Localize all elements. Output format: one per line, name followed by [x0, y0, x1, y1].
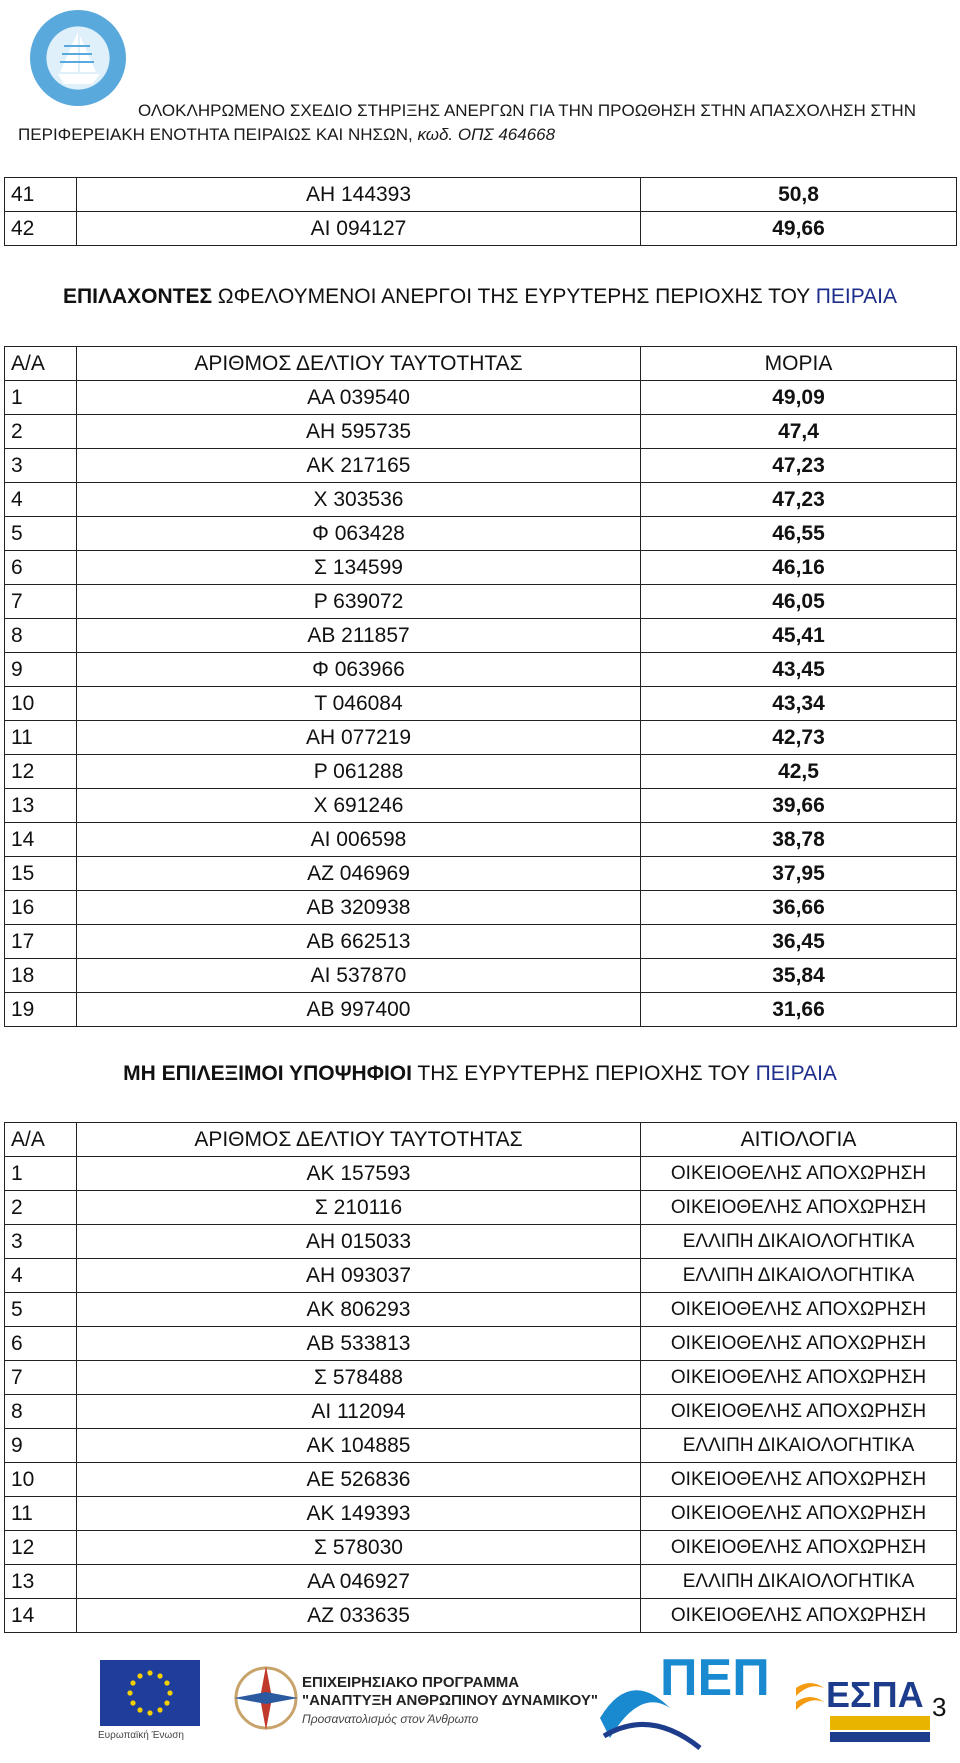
id-number: ΑΒ 533813	[77, 1327, 641, 1361]
score: 39,66	[641, 789, 957, 823]
row-number: 18	[5, 959, 77, 993]
table-header-row	[5, 347, 957, 381]
table-row	[5, 1599, 957, 1633]
operational-program-line1: ΕΠΙΧΕΙΡΗΣΙΑΚΟ ΠΡΟΓΡΑΜΜΑ	[302, 1674, 520, 1691]
row-number: 14	[5, 823, 77, 857]
row-number: 11	[5, 721, 77, 755]
ineligible-title-place: ΠΕΙΡΑΙΑ	[755, 1062, 837, 1085]
id-number: Σ 210116	[77, 1191, 641, 1225]
table-row	[5, 857, 957, 891]
id-number: ΑΖ 046969	[77, 857, 641, 891]
id-number: Χ 303536	[77, 483, 641, 517]
id-number: Σ 578030	[77, 1531, 641, 1565]
table-row	[5, 823, 957, 857]
table-row	[5, 1429, 957, 1463]
row-number: 13	[5, 1565, 77, 1599]
row-number: 12	[5, 1531, 77, 1565]
id-number: ΑΙ 006598	[77, 823, 641, 857]
id-number: ΑΗ 077219	[77, 721, 641, 755]
row-number: 2	[5, 1191, 77, 1225]
score: 31,66	[641, 993, 957, 1027]
ineligible-title-rest: ΤΗΣ ΕΥΡΥΤΕΡΗΣ ΠΕΡΙΟΧΗΣ ΤΟΥ	[411, 1062, 756, 1085]
score: 38,78	[641, 823, 957, 857]
id-number: ΑΒ 320938	[77, 891, 641, 925]
score: 46,16	[641, 551, 957, 585]
operational-program-line3: Προσανατολισμός στον Άνθρωπο	[302, 1712, 479, 1726]
score: 46,55	[641, 517, 957, 551]
row-number: 6	[5, 551, 77, 585]
reason: ΟΙΚΕΙΟΘΕΛΗΣ ΑΠΟΧΩΡΗΣΗ	[641, 1327, 957, 1361]
reason: ΟΙΚΕΙΟΘΕΛΗΣ ΑΠΟΧΩΡΗΣΗ	[641, 1361, 957, 1395]
table-row	[5, 925, 957, 959]
header-id: ΑΡΙΘΜΟΣ ΔΕΛΤΙΟΥ ΤΑΥΤΟΤΗΤΑΣ	[77, 1123, 641, 1157]
reason: ΟΙΚΕΙΟΘΕΛΗΣ ΑΠΟΧΩΡΗΣΗ	[641, 1599, 957, 1633]
table-row	[5, 1361, 957, 1395]
id-number: ΑΚ 217165	[77, 449, 641, 483]
score: 36,45	[641, 925, 957, 959]
row-number: 12	[5, 755, 77, 789]
table-row	[5, 178, 957, 212]
program-title-line1: ΟΛΟΚΛΗΡΩΜΕΝΟ ΣΧΕΔΙΟ ΣΤΗΡΙΞΗΣ ΑΝΕΡΓΩΝ ΓΙΑ ΤΗΝ ΠΡΟΩΘΗΣΗ ΣΤΗΝ ΑΠΑΣΧΟΛΗΣΗ ΣΤΗΝ	[138, 101, 916, 120]
runners-up-table	[4, 346, 957, 1027]
header-score: ΜΟΡΙΑ	[641, 347, 957, 381]
table-row	[5, 1259, 957, 1293]
table-row	[5, 653, 957, 687]
eu-caption: Ευρωπαϊκή Ένωση	[98, 1730, 184, 1741]
id-number: ΑΗ 595735	[77, 415, 641, 449]
score: 36,66	[641, 891, 957, 925]
runners-up-title-rest: ΩΦΕΛΟΥΜΕΝΟΙ ΑΝΕΡΓΟΙ ΤΗΣ ΕΥΡΥΤΕΡΗΣ ΠΕΡΙΟΧΗΣ ΤΟΥ	[212, 285, 816, 308]
score: 43,34	[641, 687, 957, 721]
table-row	[5, 755, 957, 789]
id-number: Ρ 639072	[77, 585, 641, 619]
table-row	[5, 517, 957, 551]
program-code: κωδ. ΟΠΣ 464668	[417, 125, 556, 144]
table-row	[5, 993, 957, 1027]
id-number: ΑΒ 211857	[77, 619, 641, 653]
score: 37,95	[641, 857, 957, 891]
ineligible-title	[0, 1062, 960, 1086]
row-number: 4	[5, 1259, 77, 1293]
id-number: ΑΒ 662513	[77, 925, 641, 959]
reason: ΟΙΚΕΙΟΘΕΛΗΣ ΑΠΟΧΩΡΗΣΗ	[641, 1531, 957, 1565]
continued-table	[4, 177, 957, 246]
row-number: 19	[5, 993, 77, 1027]
header-id: ΑΡΙΘΜΟΣ ΔΕΛΤΙΟΥ ΤΑΥΤΟΤΗΤΑΣ	[77, 347, 641, 381]
row-number: 17	[5, 925, 77, 959]
id-number: Ρ 061288	[77, 755, 641, 789]
table-row	[5, 1225, 957, 1259]
table-row	[5, 381, 957, 415]
page-number: 3	[932, 1692, 947, 1722]
id-number: ΑΚ 157593	[77, 1157, 641, 1191]
row-number: 16	[5, 891, 77, 925]
table-row	[5, 1497, 957, 1531]
header-aa: Α/Α	[5, 1123, 77, 1157]
id-number: ΑΚ 149393	[77, 1497, 641, 1531]
reason: ΟΙΚΕΙΟΘΕΛΗΣ ΑΠΟΧΩΡΗΣΗ	[641, 1463, 957, 1497]
score: 35,84	[641, 959, 957, 993]
score: 45,41	[641, 619, 957, 653]
id-number: ΑΕ 526836	[77, 1463, 641, 1497]
row-number: 13	[5, 789, 77, 823]
header-aa: Α/Α	[5, 347, 77, 381]
table-row	[5, 721, 957, 755]
row-number: 7	[5, 585, 77, 619]
ineligible-table	[4, 1122, 957, 1633]
runners-up-title	[0, 285, 960, 309]
id-number: Σ 134599	[77, 551, 641, 585]
score: 46,05	[641, 585, 957, 619]
eu-flag-icon	[100, 1660, 200, 1726]
row-number: 9	[5, 653, 77, 687]
row-number: 41	[5, 178, 77, 212]
score: 42,5	[641, 755, 957, 789]
id-number: ΑΒ 997400	[77, 993, 641, 1027]
id-number: ΑΗ 093037	[77, 1259, 641, 1293]
row-number: 8	[5, 1395, 77, 1429]
score: 49,66	[641, 212, 957, 246]
program-title-region: ΠΕΡΙΦΕΡΕΙΑΚΗ ΕΝΟΤΗΤΑ ΠΕΙΡΑΙΩΣ ΚΑΙ ΝΗΣΩΝ,	[18, 125, 418, 144]
score: 42,73	[641, 721, 957, 755]
table-row	[5, 1395, 957, 1429]
row-number: 15	[5, 857, 77, 891]
score: 43,45	[641, 653, 957, 687]
table-row	[5, 1157, 957, 1191]
reason: ΟΙΚΕΙΟΘΕΛΗΣ ΑΠΟΧΩΡΗΣΗ	[641, 1293, 957, 1327]
operational-program-line2: "ΑΝΑΠΤΥΞΗ ΑΝΘΡΩΠΙΝΟΥ ΔΥΝΑΜΙΚΟΥ"	[302, 1692, 599, 1709]
id-number: ΑΗ 015033	[77, 1225, 641, 1259]
id-number: ΑΑ 046927	[77, 1565, 641, 1599]
row-number: 8	[5, 619, 77, 653]
reason: ΟΙΚΕΙΟΘΕΛΗΣ ΑΠΟΧΩΡΗΣΗ	[641, 1191, 957, 1225]
row-number: 10	[5, 1463, 77, 1497]
table-row	[5, 619, 957, 653]
reason: ΟΙΚΕΙΟΘΕΛΗΣ ΑΠΟΧΩΡΗΣΗ	[641, 1395, 957, 1429]
row-number: 3	[5, 1225, 77, 1259]
table-row	[5, 687, 957, 721]
reason: ΟΙΚΕΙΟΘΕΛΗΣ ΑΠΟΧΩΡΗΣΗ	[641, 1497, 957, 1531]
table-row	[5, 1191, 957, 1225]
table-row	[5, 1565, 957, 1599]
id-number: ΑΙ 094127	[77, 212, 641, 246]
table-row	[5, 415, 957, 449]
table-row	[5, 1531, 957, 1565]
row-number: 7	[5, 1361, 77, 1395]
row-number: 5	[5, 517, 77, 551]
header-reason: ΑΙΤΙΟΛΟΓΙΑ	[641, 1123, 957, 1157]
row-number: 11	[5, 1497, 77, 1531]
table-row	[5, 789, 957, 823]
table-row	[5, 483, 957, 517]
table-row	[5, 959, 957, 993]
reason: ΕΛΛΙΠΗ ΔΙΚΑΙΟΛΟΓΗΤΙΚΑ	[641, 1565, 957, 1599]
score: 47,23	[641, 449, 957, 483]
reason: ΟΙΚΕΙΟΘΕΛΗΣ ΑΠΟΧΩΡΗΣΗ	[641, 1157, 957, 1191]
runners-up-title-bold: ΕΠΙΛΑΧΟΝΤΕΣ	[62, 285, 213, 308]
score: 47,4	[641, 415, 957, 449]
score: 50,8	[641, 178, 957, 212]
table-row	[5, 1327, 957, 1361]
row-number: 42	[5, 212, 77, 246]
id-number: Τ 046084	[77, 687, 641, 721]
ineligible-title-bold: ΜΗ ΕΠΙΛΕΞΙΜΟΙ ΥΠΟΨΗΦΙΟΙ	[123, 1062, 412, 1085]
table-row	[5, 585, 957, 619]
table-row	[5, 212, 957, 246]
id-number: Χ 691246	[77, 789, 641, 823]
table-row	[5, 1293, 957, 1327]
id-number: Σ 578488	[77, 1361, 641, 1395]
row-number: 2	[5, 415, 77, 449]
reason: ΕΛΛΙΠΗ ΔΙΚΑΙΟΛΟΓΗΤΙΚΑ	[641, 1225, 957, 1259]
table-row	[5, 551, 957, 585]
row-number: 14	[5, 1599, 77, 1633]
id-number: ΑΚ 806293	[77, 1293, 641, 1327]
id-number: Φ 063428	[77, 517, 641, 551]
espa-logo-text: ΕΣΠΑ	[826, 1674, 924, 1715]
reason: ΕΛΛΙΠΗ ΔΙΚΑΙΟΛΟΓΗΤΙΚΑ	[641, 1429, 957, 1463]
ship-logo-icon	[30, 10, 126, 106]
row-number: 10	[5, 687, 77, 721]
program-title-line2	[18, 125, 555, 145]
row-number: 4	[5, 483, 77, 517]
id-number: ΑΖ 033635	[77, 1599, 641, 1633]
id-number: ΑΗ 144393	[77, 178, 641, 212]
score: 47,23	[641, 483, 957, 517]
table-row	[5, 891, 957, 925]
table-row	[5, 1463, 957, 1497]
row-number: 1	[5, 381, 77, 415]
id-number: ΑΑ 039540	[77, 381, 641, 415]
id-number: ΑΙ 537870	[77, 959, 641, 993]
footer-logos	[0, 1640, 960, 1758]
row-number: 3	[5, 449, 77, 483]
table-row	[5, 449, 957, 483]
row-number: 5	[5, 1293, 77, 1327]
row-number: 6	[5, 1327, 77, 1361]
row-number: 1	[5, 1157, 77, 1191]
runners-up-title-place: ΠΕΙΡΑΙΑ	[815, 285, 898, 308]
pep-logo-text: ΠΕΠ	[660, 1649, 770, 1707]
reason: ΕΛΛΙΠΗ ΔΙΚΑΙΟΛΟΓΗΤΙΚΑ	[641, 1259, 957, 1293]
id-number: Φ 063966	[77, 653, 641, 687]
table-header-row	[5, 1123, 957, 1157]
id-number: ΑΙ 112094	[77, 1395, 641, 1429]
id-number: ΑΚ 104885	[77, 1429, 641, 1463]
row-number: 9	[5, 1429, 77, 1463]
score: 49,09	[641, 381, 957, 415]
